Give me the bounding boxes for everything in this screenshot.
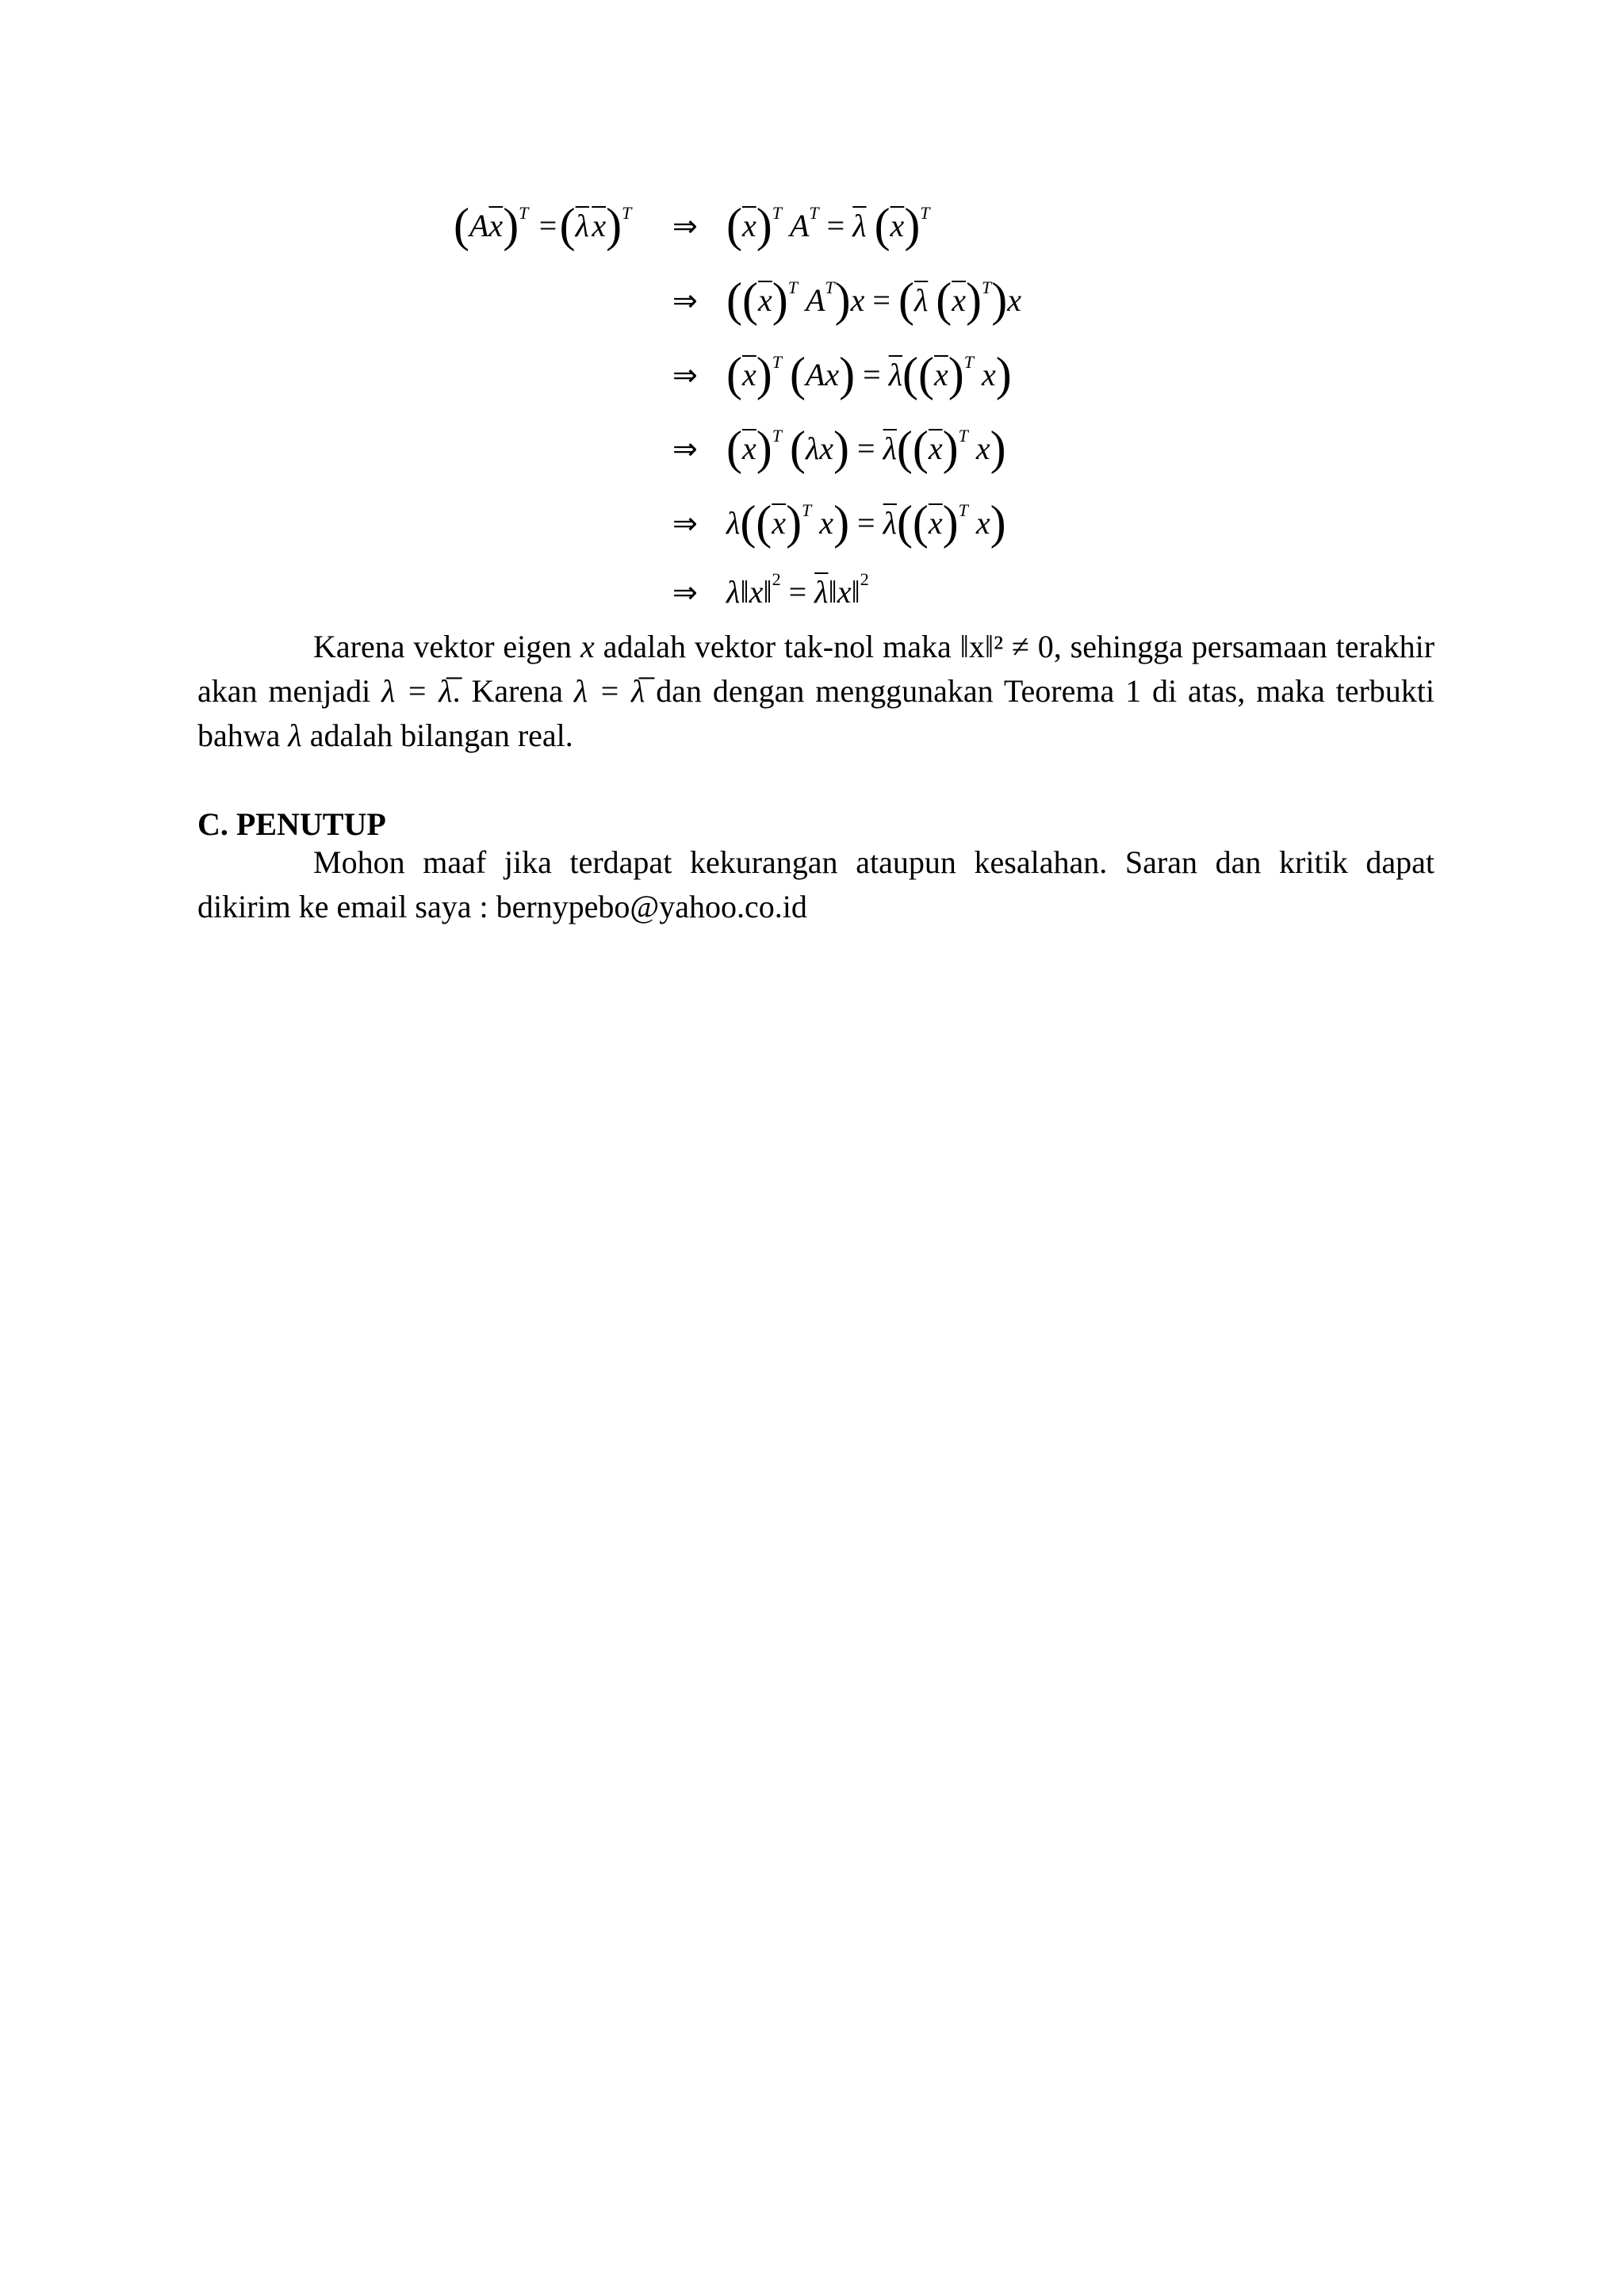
paragraph-text: . Karena [452, 673, 574, 709]
implies-arrow: ⇒ [672, 431, 698, 466]
implies-arrow: ⇒ [672, 358, 698, 392]
lambda-equality: λ = λ̅ [573, 673, 645, 709]
lambda-symbol: λ [288, 718, 302, 753]
derivation-step-3: $(\overline{x})^T$ $(Ax) = \overline{\lambda}((\overline{x})^T$ x) [726, 348, 1012, 400]
norm-inequality: ‖x‖² ≠ 0 [959, 629, 1054, 664]
paragraph-text: adalah bilangan real. [301, 718, 573, 753]
implies-arrow: ⇒ [672, 575, 698, 610]
derivation-step-5: $\lambda((\overline{x})^T$ $x) = \overline{\lambda}((\overline{x})^T$ x) [726, 496, 1006, 549]
paragraph-text: Mohon maaf jika terdapat kekurangan ataupun kesalahan. Saran dan kritik dapat dikirim ke email saya : [197, 844, 1434, 924]
email-address: bernypebo@yahoo.co.id [496, 889, 807, 924]
derivation-step-2: ($(\overline{x})^T$ $A^T)x = (\overline{\lambda}$ $(\overline{x})^T)x$ [726, 274, 1022, 326]
eigenvalue-derivation [0, 0, 1624, 618]
derivation-step-6: λ‖x‖$^2$ = $\overline{\lambda}‖x‖^2$ [726, 569, 869, 610]
derivation-step-4: $(\overline{x})^T$ $(\lambda x) = \overline{\lambda}((\overline{x})^T$ x) [726, 422, 1006, 474]
paragraph-text: Karena vektor eigen [313, 629, 580, 664]
implies-arrow: ⇒ [672, 209, 698, 243]
variable-x: x [580, 629, 595, 664]
paragraph-text: dan dengan menggunakan Teorema 1 di atas, maka terbukti bahwa [197, 673, 1435, 753]
paragraph-text: adalah vektor tak-nol maka [594, 629, 960, 664]
derivation-left-side: $(A\overline{x})^T$ = ($\overline{\lambda}$ $\overline{x})^T$ [454, 199, 632, 251]
implies-arrow: ⇒ [672, 283, 698, 318]
lambda-equality: λ = λ̅ [381, 673, 453, 709]
section-heading: C. PENUTUP [197, 806, 386, 842]
conclusion-paragraph [197, 625, 1434, 758]
implies-arrow: ⇒ [672, 506, 698, 541]
paragraph-text: , sehingga persamaan terakhir akan menjadi [197, 629, 1435, 709]
derivation-step-1: $(\overline{x})^T$ $A^T = \overline{\lambda}$ $(\overline{x})^T$ [726, 199, 930, 251]
closing-paragraph [197, 840, 1434, 929]
